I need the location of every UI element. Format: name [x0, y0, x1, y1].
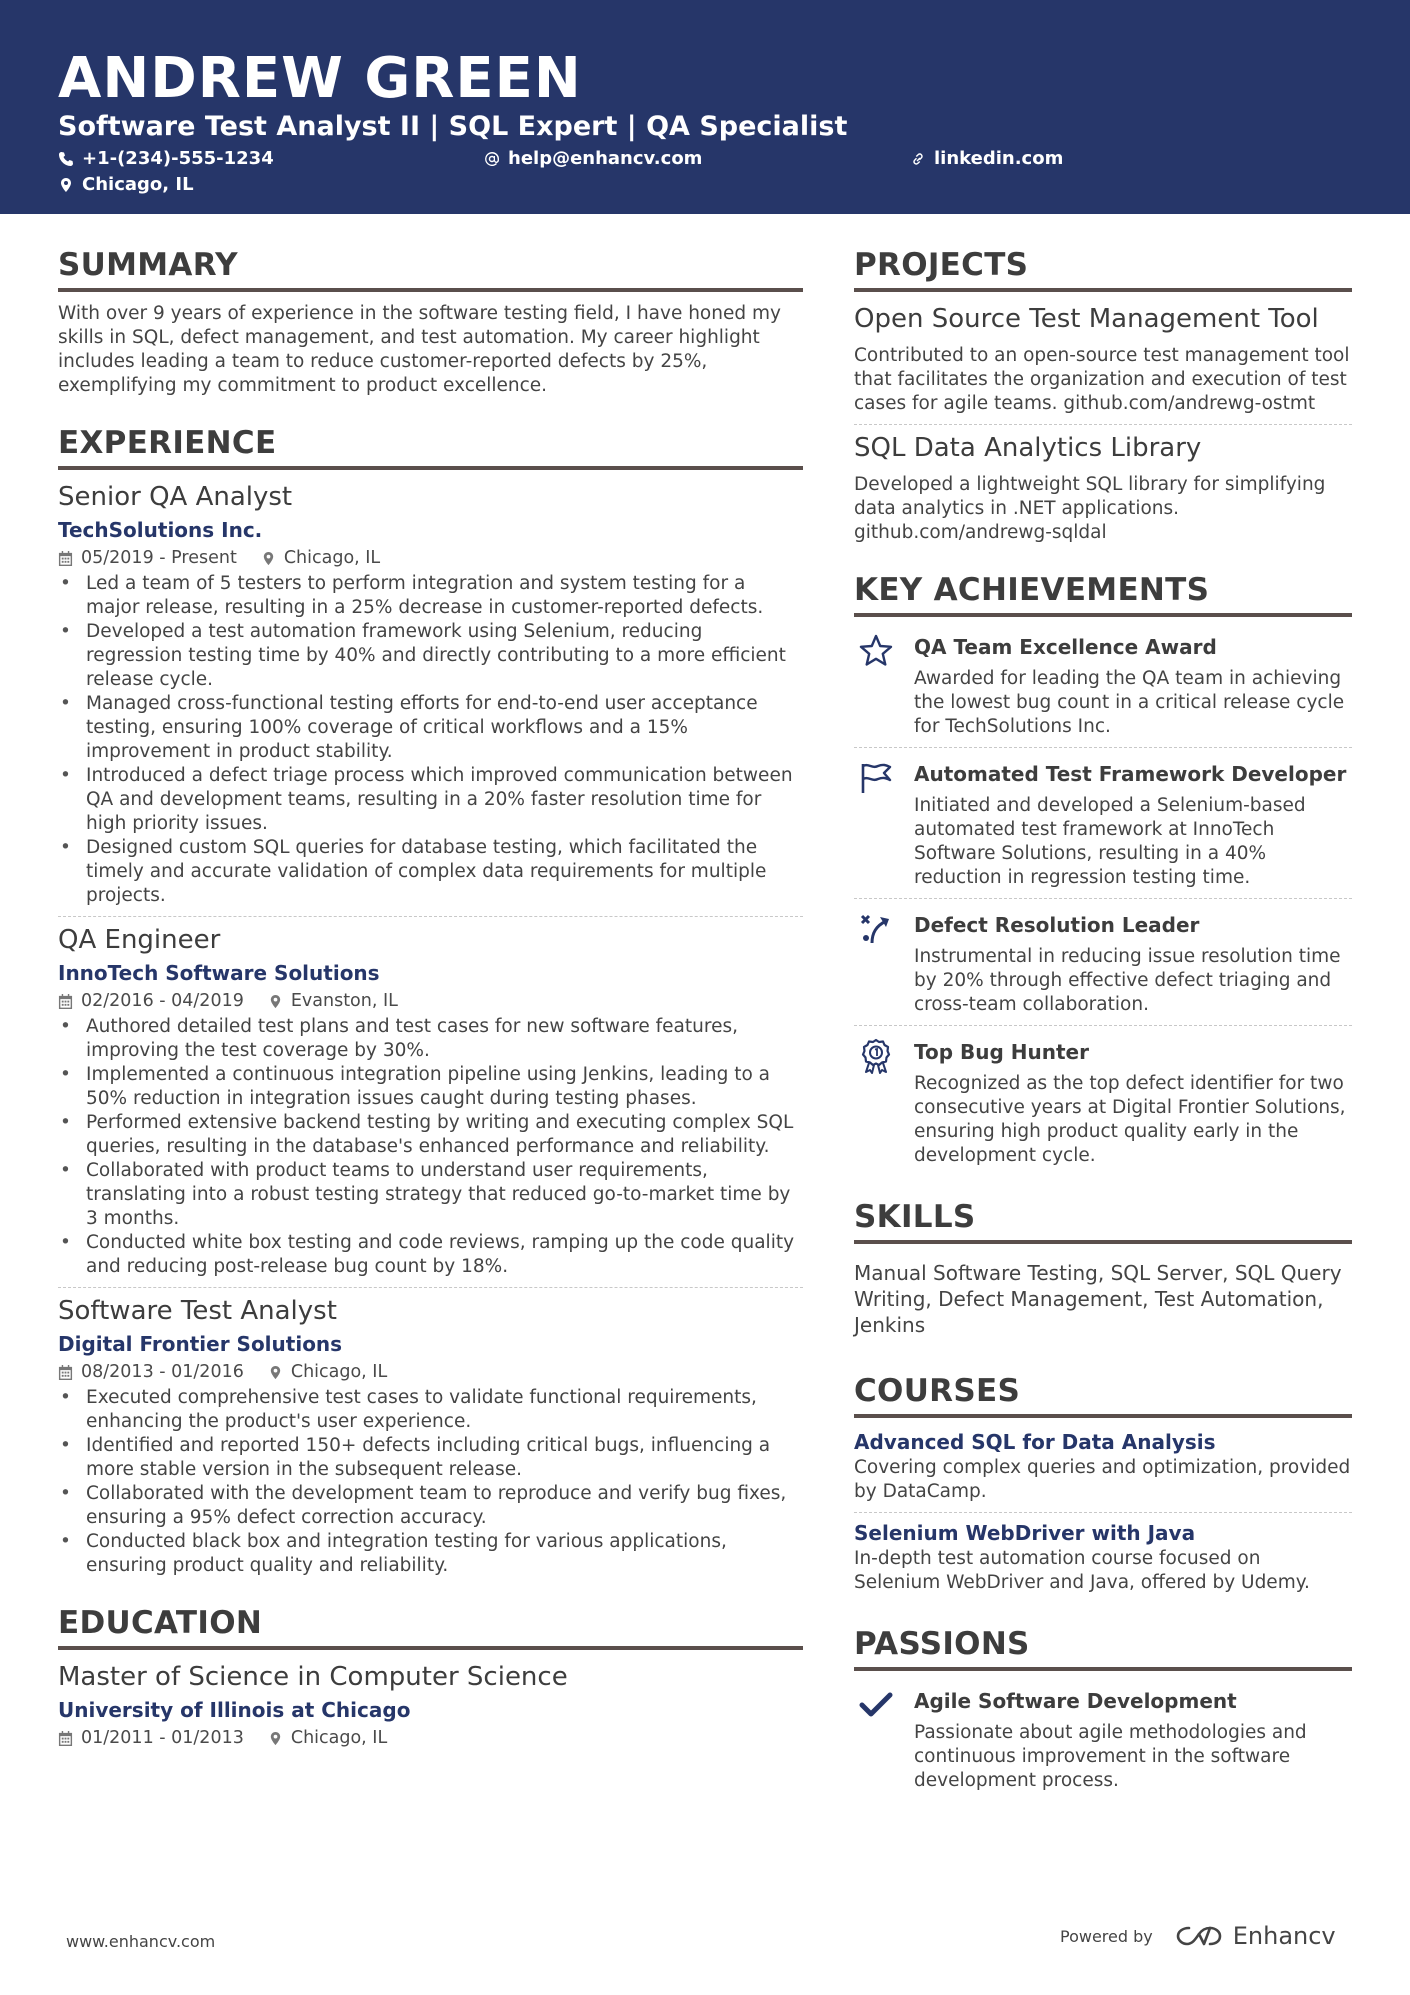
bullet-item: • Implemented a continuous integration pipeline using Jenkins, leading to a 50% reduction in integration issues caught during testing phases. [58, 1063, 803, 1111]
achievement-icon-wrap [854, 905, 898, 1017]
job-bullets [58, 572, 803, 908]
passions-title: PASSIONS [854, 1625, 1352, 1671]
project-title: SQL Data Analytics Library [854, 433, 1202, 463]
star-icon [858, 633, 894, 669]
entry-divider [58, 916, 803, 917]
contact-phone [58, 148, 274, 170]
job-dates-text: 02/2016 - 04/2019 [81, 991, 244, 1011]
medal-icon [858, 1038, 894, 1074]
company-name: InnoTech Software Solutions [58, 961, 380, 985]
project-title: Open Source Test Management Tool [854, 304, 1319, 334]
achievement-text: Awarded for leading the QA team in achieving the lowest bug count in a critical release cycle for TechSolutions Inc. [914, 668, 1345, 737]
skills-section [854, 1198, 1352, 1338]
bullet-item: • Introduced a defect triage process which improved communication between QA and development teams, resulting in a 20% faster resolution time for high priority issues. [58, 764, 803, 836]
checkmark-icon [858, 1687, 894, 1723]
achievements-title: KEY ACHIEVEMENTS [854, 571, 1352, 617]
summary-text: With over 9 years of experience in the software testing field, I have honed my skills in SQL, defect management, and test automation. My career highlight includes leading a team to reduce customer-reported defects by 25%, exemplifying my commitment to product excellence. [58, 303, 781, 396]
achievement-body [914, 905, 1352, 1017]
calendar-icon [58, 1365, 73, 1380]
achievement-title: Top Bug Hunter [914, 1040, 1089, 1064]
degree-title: Master of Science in Computer Science [58, 1662, 568, 1692]
link-text[interactable]: linkedin.com [934, 148, 1064, 169]
course-title: Advanced SQL for Data Analysis [854, 1430, 1216, 1454]
job-dates [58, 1360, 244, 1384]
calendar-icon [58, 551, 73, 566]
achievement-entry [854, 754, 1352, 890]
phone-text: +1-(234)-555-1234 [82, 148, 274, 169]
job-location-text: Chicago, IL [283, 548, 381, 568]
job-dates-text: 05/2019 - Present [81, 548, 237, 568]
right-column [854, 246, 1352, 1793]
experience-section [58, 424, 803, 1578]
calendar-icon [58, 1731, 73, 1746]
left-column [58, 246, 803, 1750]
project-entry [854, 431, 1352, 545]
passion-icon-wrap [854, 1681, 898, 1793]
skills-text: Manual Software Testing, SQL Server, SQL Query Writing, Defect Management, Test Automation, Jenkins [854, 1261, 1342, 1337]
achievement-entry [854, 905, 1352, 1017]
candidate-name: ANDREW GREEN [58, 46, 582, 111]
job-title: Software Test Analyst [58, 1296, 337, 1326]
education-dates [58, 1726, 244, 1750]
achievement-body [914, 754, 1352, 890]
achievement-text: Instrumental in reducing issue resolution time by 20% through effective defect triaging and cross-team collaboration. [914, 946, 1341, 1015]
job-meta [58, 546, 803, 570]
location-pin-icon [261, 551, 276, 566]
achievement-text: Recognized as the top defect identifier for two consecutive years at Digital Frontier Solutions, ensuring high product quality early in the development cycle. [914, 1073, 1346, 1166]
entry-divider [854, 1512, 1352, 1513]
course-text: Covering complex queries and optimization, provided by DataCamp. [854, 1457, 1351, 1502]
job-dates [58, 989, 244, 1013]
bullet-item: • Led a team of 5 testers to perform integration and system testing for a major release, resulting in a 25% decrease in customer-reported defects. [58, 572, 803, 620]
entry-divider [854, 424, 1352, 425]
entry-divider [854, 747, 1352, 748]
summary-title: SUMMARY [58, 246, 803, 292]
course-entry [854, 1519, 1352, 1595]
job-dates-text: 08/2013 - 01/2016 [81, 1362, 244, 1382]
location-pin-icon [268, 994, 283, 1009]
achievement-entry [854, 627, 1352, 739]
job-title: QA Engineer [58, 925, 221, 955]
bullet-item: • Managed cross-functional testing efforts for end-to-end user acceptance testing, ensuring 100% coverage of critical workflows and a 15% improvement in product stability. [58, 692, 803, 764]
company-name: TechSolutions Inc. [58, 518, 263, 542]
bullet-item: • Designed custom SQL queries for database testing, which facilitated the timely and accurate validation of complex data requirements for multiple projects. [58, 836, 803, 908]
achievement-text: Initiated and developed a Selenium-based automated test framework at InnoTech Software Solutions, resulting in a 40% reduction in regression testing time. [914, 795, 1306, 888]
summary-section [58, 246, 803, 398]
passions-section [854, 1625, 1352, 1793]
job-location [268, 989, 398, 1013]
bullet-item: • Conducted white box testing and code reviews, ramping up the code quality and reducing post-release bug count by 18%. [58, 1231, 803, 1279]
job-title: Senior QA Analyst [58, 482, 293, 512]
skills-title: SKILLS [854, 1198, 1352, 1244]
enhancv-logo[interactable] [1175, 1922, 1336, 1950]
education-location [268, 1726, 387, 1750]
bullet-item: • Authored detailed test plans and test cases for new software features, improving the test coverage by 30%. [58, 1015, 803, 1063]
bullet-item: • Executed comprehensive test cases to validate functional requirements, enhancing the product's user experience. [58, 1386, 803, 1434]
location-pin-icon [58, 177, 74, 193]
achievement-title: Defect Resolution Leader [914, 913, 1200, 937]
education-meta [58, 1726, 803, 1750]
education-section [58, 1604, 803, 1750]
bullet-item: • Conducted black box and integration testing for various applications, ensuring product quality and reliability. [58, 1530, 803, 1578]
bullet-item: • Collaborated with the development team to reproduce and verify bug fixes, ensuring a 95% defect correction accuracy. [58, 1482, 803, 1530]
project-entry [854, 302, 1352, 416]
phone-icon [58, 151, 74, 167]
job-location-text: Evanston, IL [290, 991, 398, 1011]
course-text: In-depth test automation course focused on Selenium WebDriver and Java, offered by Udemy. [854, 1548, 1310, 1593]
project-text: Developed a lightweight SQL library for simplifying data analytics in .NET applications. github.com/andrewg-sqldal [854, 474, 1326, 543]
flag-icon [858, 760, 894, 796]
projects-title: PROJECTS [854, 246, 1352, 292]
job-location [261, 546, 380, 570]
education-title: EDUCATION [58, 1604, 803, 1650]
achievement-entry [854, 1032, 1352, 1168]
job-bullets [58, 1015, 803, 1279]
enhancv-logo-icon [1175, 1922, 1223, 1950]
job-location-text: Chicago, IL [290, 1362, 388, 1382]
bullet-item: • Collaborated with product teams to understand user requirements, translating into a robust testing strategy that reduced go-to-market time by 3 months. [58, 1159, 803, 1231]
location-pin-icon [268, 1731, 283, 1746]
achievement-body [914, 627, 1352, 739]
at-icon [484, 151, 500, 167]
location-pin-icon [268, 1365, 283, 1380]
achievements-section [854, 571, 1352, 1168]
bullet-item: • Performed extensive backend testing by writing and executing complex SQL queries, resulting in the database's enhanced performance and reliability. [58, 1111, 803, 1159]
experience-entry [58, 480, 803, 908]
passion-body [914, 1681, 1352, 1793]
achievement-title: Automated Test Framework Developer [914, 762, 1347, 786]
resume-header [0, 0, 1410, 214]
achievement-title: QA Team Excellence Award [914, 635, 1217, 659]
passion-text: Passionate about agile methodologies and continuous improvement in the software development process. [914, 1722, 1307, 1791]
projects-section [854, 246, 1352, 545]
location-text: Chicago, IL [82, 174, 194, 195]
company-name: Digital Frontier Solutions [58, 1332, 343, 1356]
achievement-body [914, 1032, 1352, 1168]
bullet-item: • Identified and reported 150+ defects including critical bugs, influencing a more stable version in the subsequent release. [58, 1434, 803, 1482]
school-name: University of Illinois at Chicago [58, 1698, 411, 1722]
contact-location [58, 174, 194, 196]
course-entry [854, 1428, 1352, 1504]
footer-powered [1060, 1922, 1336, 1950]
job-dates [58, 546, 237, 570]
project-text: Contributed to an open-source test management tool that facilitates the organization and execution of test cases for agile teams. github.com/andrewg-ostmt [854, 345, 1350, 414]
passion-title: Agile Software Development [914, 1689, 1237, 1713]
job-location [268, 1360, 387, 1384]
calendar-icon [58, 994, 73, 1009]
education-location-text: Chicago, IL [290, 1728, 388, 1748]
experience-title: EXPERIENCE [58, 424, 803, 470]
passion-entry [854, 1681, 1352, 1793]
link-icon [910, 151, 926, 167]
brand-text: Enhancv [1232, 1922, 1336, 1950]
strategy-icon [858, 911, 894, 947]
experience-entry [58, 923, 803, 1279]
contact-email[interactable] [484, 148, 702, 170]
achievement-icon-wrap [854, 627, 898, 739]
entry-divider [854, 1025, 1352, 1026]
powered-by-text: Powered by [1060, 1926, 1153, 1946]
achievement-icon-wrap [854, 754, 898, 890]
email-text[interactable]: help@enhancv.com [508, 148, 703, 169]
job-bullets [58, 1386, 803, 1578]
course-title: Selenium WebDriver with Java [854, 1521, 1196, 1545]
footer-website[interactable]: www.enhancv.com [66, 1932, 216, 1951]
job-meta [58, 989, 803, 1013]
courses-title: COURSES [854, 1372, 1352, 1418]
bullet-item: • Developed a test automation framework using Selenium, reducing regression testing time by 40% and directly contributing to a more efficient release cycle. [58, 620, 803, 692]
contact-link[interactable] [910, 148, 1063, 170]
entry-divider [854, 898, 1352, 899]
courses-section [854, 1372, 1352, 1595]
entry-divider [58, 1287, 803, 1288]
candidate-headline: Software Test Analyst II | SQL Expert | QA Specialist [58, 111, 848, 142]
achievement-icon-wrap [854, 1032, 898, 1168]
experience-entry [58, 1294, 803, 1578]
job-meta [58, 1360, 803, 1384]
education-dates-text: 01/2011 - 01/2013 [81, 1728, 244, 1748]
